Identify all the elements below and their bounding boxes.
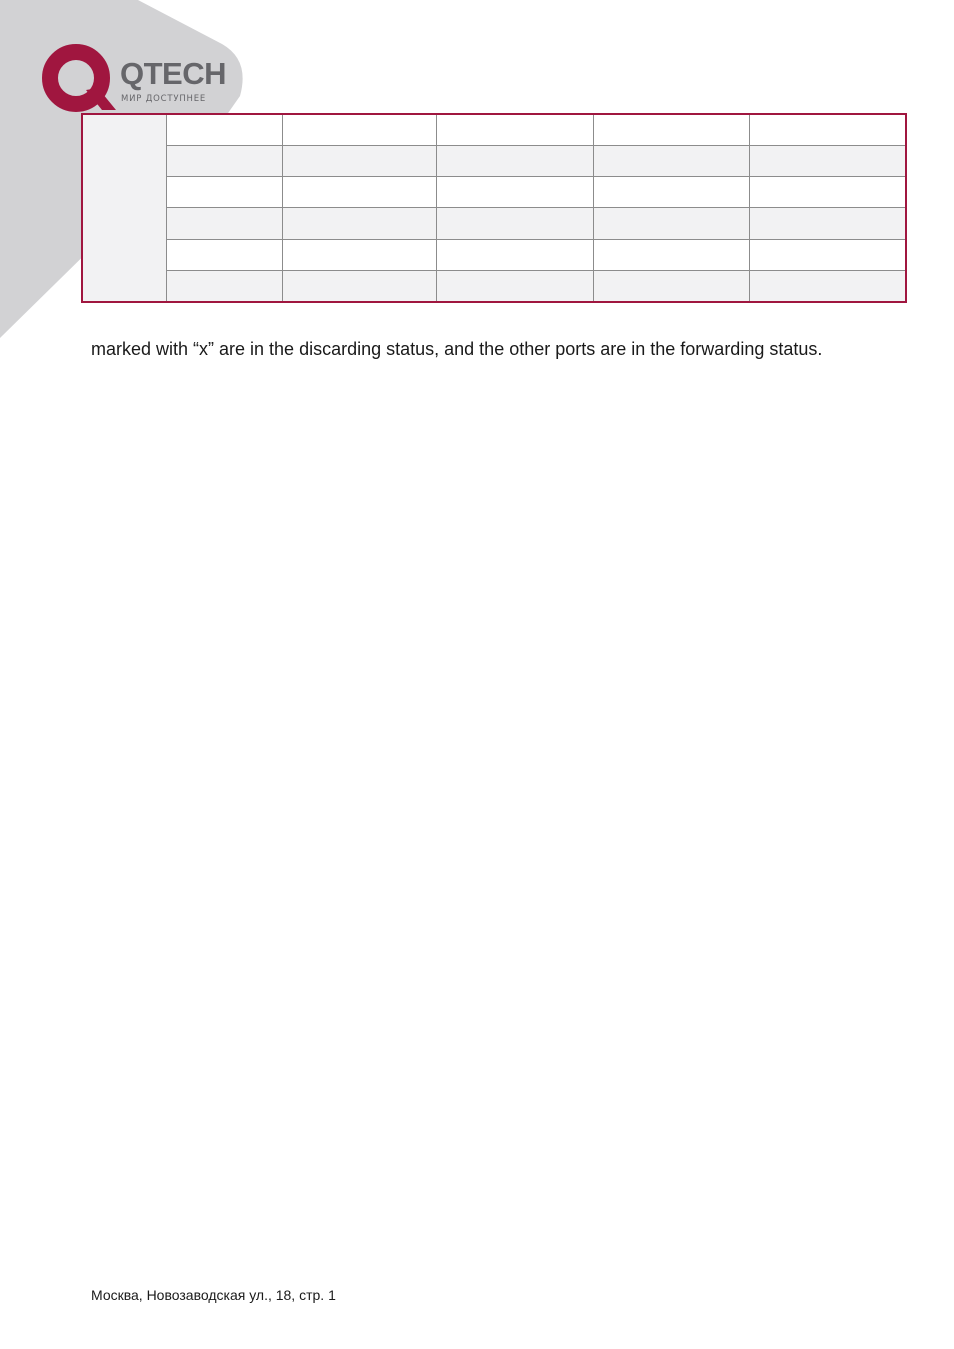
table-cell — [282, 208, 436, 239]
table-cell — [749, 239, 905, 270]
table-row — [167, 270, 905, 301]
table-cell — [593, 239, 749, 270]
body-paragraph: marked with “x” are in the discarding status, and the other ports are in the forwarding status. — [91, 339, 823, 359]
table-row — [167, 146, 905, 177]
table-cell — [436, 270, 593, 301]
company-logo — [40, 42, 240, 116]
table-cell — [436, 239, 593, 270]
table-cell — [593, 208, 749, 239]
table-row — [167, 208, 905, 239]
table-cell — [749, 115, 905, 146]
logo-wordmark: QTECH — [120, 56, 226, 91]
port-status-table — [81, 113, 907, 303]
table-cell — [593, 115, 749, 146]
table-cell — [749, 270, 905, 301]
table-cell — [167, 270, 282, 301]
table-cell — [282, 146, 436, 177]
table-row — [167, 115, 905, 146]
table-cell — [749, 177, 905, 208]
table-cell — [436, 177, 593, 208]
table-cell — [282, 239, 436, 270]
footer-address: Москва, Новозаводская ул., 18, стр. 1 — [91, 1287, 336, 1303]
table-cell — [593, 146, 749, 177]
table-cell — [282, 270, 436, 301]
table-cell — [436, 146, 593, 177]
table-cell — [282, 177, 436, 208]
table-cell — [167, 177, 282, 208]
q-logo-icon — [40, 42, 116, 116]
table-cell — [749, 146, 905, 177]
table-cell — [167, 115, 282, 146]
table-cell — [167, 208, 282, 239]
logo-tagline: МИР ДОСТУПНЕЕ — [121, 94, 207, 104]
table-cell — [167, 239, 282, 270]
table-row-header-column — [83, 115, 167, 301]
table-cell — [749, 208, 905, 239]
table-row — [167, 239, 905, 270]
table-row — [167, 177, 905, 208]
table-cell — [436, 115, 593, 146]
table-cell — [436, 208, 593, 239]
table-cell — [593, 177, 749, 208]
table-cell — [282, 115, 436, 146]
table-cell — [593, 270, 749, 301]
table-cell — [167, 146, 282, 177]
table-grid — [167, 115, 905, 301]
